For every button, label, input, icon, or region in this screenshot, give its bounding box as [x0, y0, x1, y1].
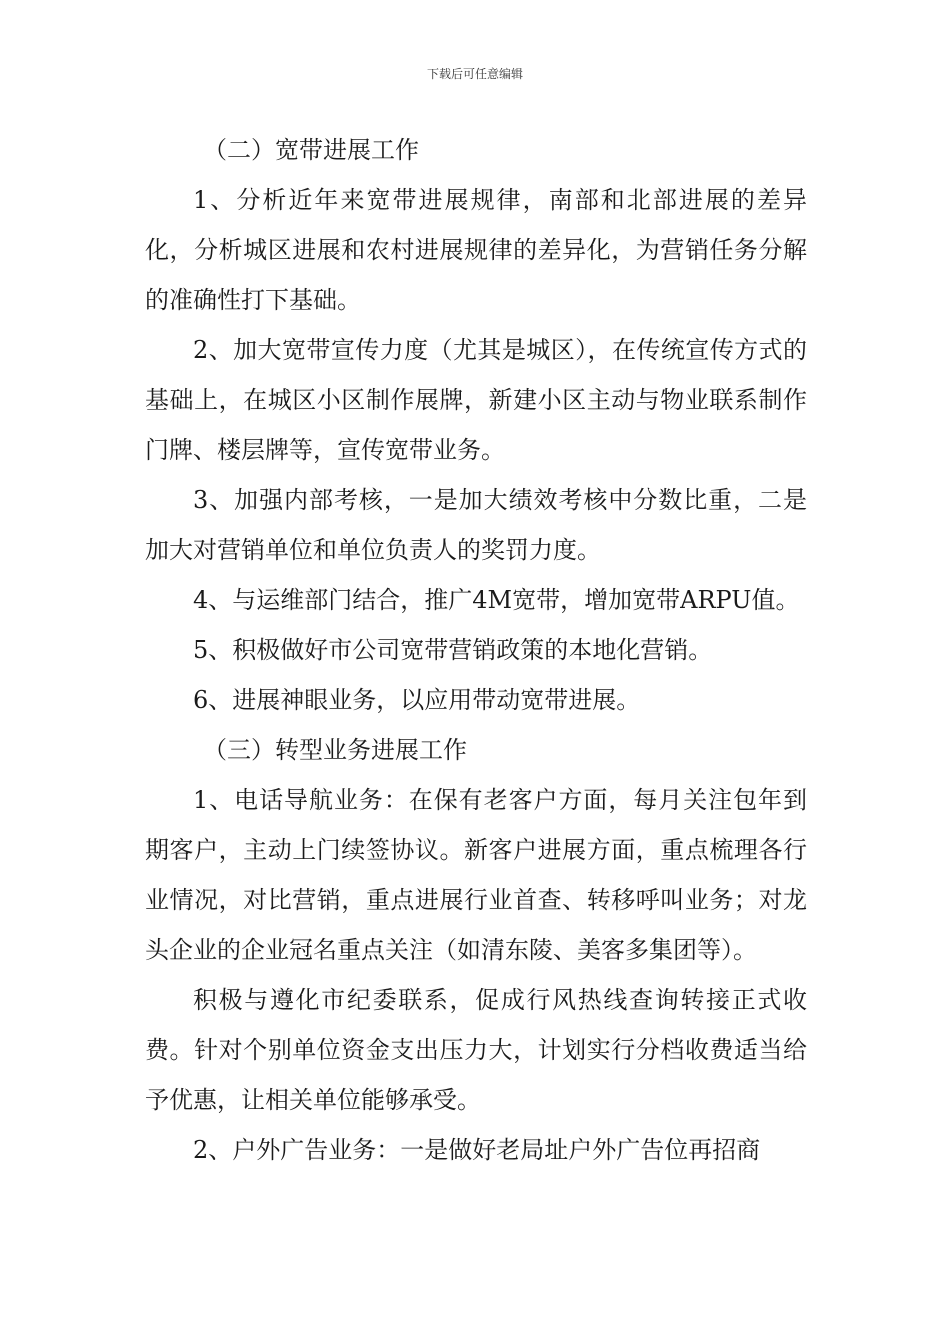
- document-body: [145, 125, 807, 1175]
- paragraph-broadband-4: 4、与运维部门结合，推广4M宽带，增加宽带ARPU值。: [193, 586, 800, 614]
- section-heading-broadband: （二）宽带进展工作: [203, 136, 419, 164]
- paragraph-broadband-2: 2、加大宽带宣传力度（尤其是城区），在传统宣传方式的基础上，在城区小区制作展牌，新建小区主动与物业联系制作门牌、楼层牌等，宣传宽带业务。: [145, 336, 807, 464]
- section-heading-transformation: （三）转型业务进展工作: [203, 736, 467, 764]
- paragraph-transformation-1: 1、电话导航业务：在保有老客户方面，每月关注包年到期客户，主动上门续签协议。新客户进展方面，重点梳理各行业情况，对比营销，重点进展行业首查、转移呼叫业务；对龙头企业的企业冠名重点关注（如清东陵、美客多集团等）。: [145, 786, 807, 964]
- paragraph-broadband-3: 3、加强内部考核，一是加大绩效考核中分数比重，二是加大对营销单位和单位负责人的奖罚力度。: [145, 486, 807, 564]
- paragraph-broadband-1: 1、分析近年来宽带进展规律，南部和北部进展的差异化，分析城区进展和农村进展规律的差异化，为营销任务分解的准确性打下基础。: [145, 186, 807, 314]
- paragraph-transformation-2: 2、户外广告业务：一是做好老局址户外广告位再招商: [193, 1136, 761, 1164]
- paragraph-transformation-1-cont: 积极与遵化市纪委联系，促成行风热线查询转接正式收费。针对个别单位资金支出压力大，计划实行分档收费适当给予优惠，让相关单位能够承受。: [145, 986, 807, 1114]
- paragraph-broadband-6: 6、进展神眼业务，以应用带动宽带进展。: [193, 686, 641, 714]
- paragraph-broadband-5: 5、积极做好市公司宽带营销政策的本地化营销。: [193, 636, 713, 664]
- page-header: 下载后可任意编辑: [426, 67, 523, 81]
